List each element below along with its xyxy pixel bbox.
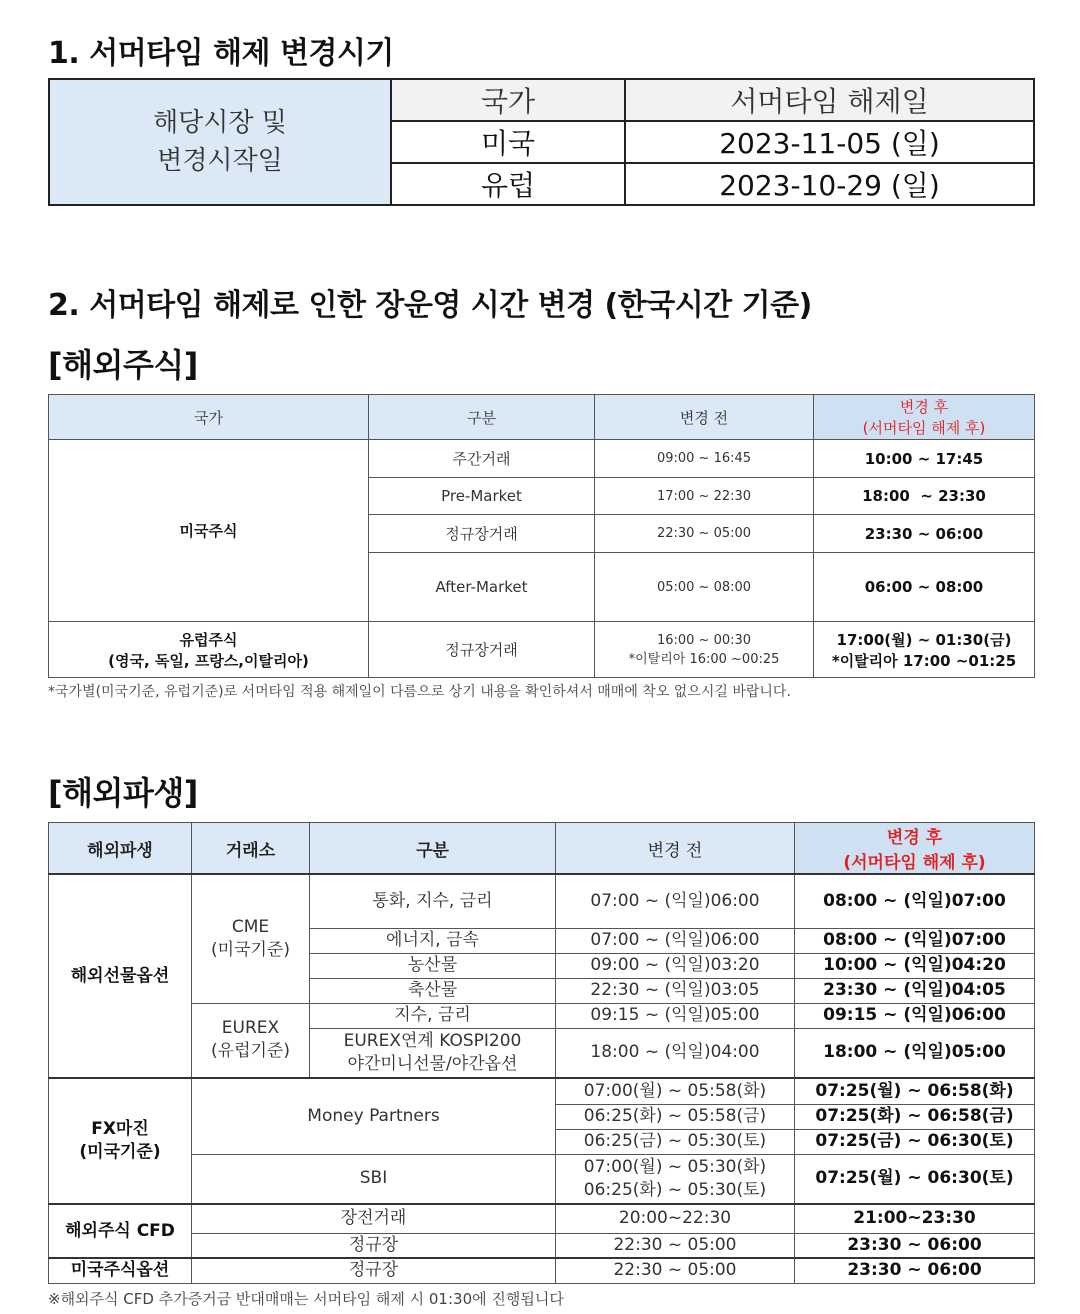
header-before: 변경 전 bbox=[595, 395, 814, 440]
after-time: 09:15 ~ (익일)06:00 bbox=[795, 1003, 1035, 1028]
product-type: 에너지, 금속 bbox=[310, 928, 556, 953]
before-time: 06:25(화) ~ 05:58(금) bbox=[556, 1104, 795, 1129]
date-cell: 2023-10-29 (일) bbox=[625, 163, 1034, 205]
before-time: 16:00 ~ 00:30 *이탈리아 16:00 ~00:25 bbox=[595, 622, 814, 678]
date-cell: 2023-11-05 (일) bbox=[625, 121, 1034, 163]
before-time: 18:00 ~ (익일)04:00 bbox=[556, 1028, 795, 1078]
before-time: 20:00~22:30 bbox=[556, 1204, 795, 1233]
before-time: 05:00 ~ 08:00 bbox=[595, 553, 814, 622]
before-time: 07:00(월) ~ 05:30(화) 06:25(화) ~ 05:30(토) bbox=[556, 1154, 795, 1204]
header-country: 국가 bbox=[49, 395, 369, 440]
header-dst-end-date: 서머타임 해제일 bbox=[625, 79, 1034, 121]
after-time: 08:00 ~ (익일)07:00 bbox=[795, 874, 1035, 928]
header-after: 변경 후 (서머타임 해제 후) bbox=[795, 823, 1035, 875]
eurex-exchange: EUREX (유럽기준) bbox=[192, 1003, 310, 1078]
header-product: 해외파생 bbox=[49, 823, 192, 875]
stocks-note: *국가별(미국기준, 유럽기준)로 서머타임 적용 해제일이 다름으로 상기 내용을 확인하셔서 매매에 착오 없으시길 바랍니다. bbox=[48, 684, 791, 700]
overseas-derivatives-table bbox=[48, 822, 1035, 1284]
before-time: 07:00(월) ~ 05:58(화) bbox=[556, 1078, 795, 1104]
before-time: 09:00 ~ 16:45 bbox=[595, 440, 814, 478]
before-time: 22:30 ~ 05:00 bbox=[556, 1233, 795, 1258]
after-time: 18:00 ~ (익일)05:00 bbox=[795, 1028, 1035, 1078]
before-time: 09:00 ~ (익일)03:20 bbox=[556, 953, 795, 978]
product-type: 장전거래 bbox=[192, 1204, 556, 1233]
futures-options-label: 해외선물옵션 bbox=[49, 874, 192, 1078]
product-type: EUREX연계 KOSPI200 야간미니선물/야간옵션 bbox=[310, 1028, 556, 1078]
before-time: 07:00 ~ (익일)06:00 bbox=[556, 928, 795, 953]
eu-stocks-label: 유럽주식 (영국, 독일, 프랑스,이탈리아) bbox=[49, 622, 369, 678]
country-cell: 유럽 bbox=[391, 163, 625, 205]
before-time: 07:00 ~ (익일)06:00 bbox=[556, 874, 795, 928]
fx-margin-label: FX마진 (미국기준) bbox=[49, 1078, 192, 1204]
derivatives-note: ※해외주식 CFD 추가증거금 반대매매는 서머타임 해제 시 01:30에 진행됩니다 bbox=[48, 1290, 564, 1308]
after-time: 21:00~23:30 bbox=[795, 1204, 1035, 1233]
market-start-label: 해당시장 및 변경시작일 bbox=[49, 79, 391, 205]
before-time: 22:30 ~ 05:00 bbox=[556, 1258, 795, 1283]
after-time: 07:25(금) ~ 06:30(토) bbox=[795, 1129, 1035, 1154]
after-time: 10:00 ~ (익일)04:20 bbox=[795, 953, 1035, 978]
product-type: 축산물 bbox=[310, 978, 556, 1003]
after-time: 07:25(월) ~ 06:58(화) bbox=[795, 1078, 1035, 1104]
header-type: 구분 bbox=[369, 395, 595, 440]
session-type: 정규장거래 bbox=[369, 622, 595, 678]
product-type: 통화, 지수, 금리 bbox=[310, 874, 556, 928]
before-time: 06:25(금) ~ 05:30(토) bbox=[556, 1129, 795, 1154]
session-type: After-Market bbox=[369, 553, 595, 622]
after-time: 17:00(월) ~ 01:30(금) *이탈리아 17:00 ~01:25 bbox=[814, 622, 1035, 678]
header-country: 국가 bbox=[391, 79, 625, 121]
before-time: 09:15 ~ (익일)05:00 bbox=[556, 1003, 795, 1028]
session-type: Pre-Market bbox=[369, 478, 595, 515]
product-type: 지수, 금리 bbox=[310, 1003, 556, 1028]
section1-title: 1. 서머타임 해제 변경시기 bbox=[48, 36, 394, 71]
before-time: 17:00 ~ 22:30 bbox=[595, 478, 814, 515]
header-before: 변경 전 bbox=[556, 823, 795, 875]
cfd-label: 해외주식 CFD bbox=[49, 1204, 192, 1258]
us-stocks-label: 미국주식 bbox=[49, 440, 369, 622]
before-time: 22:30 ~ 05:00 bbox=[595, 515, 814, 553]
section2-title: 2. 서머타임 해제로 인한 장운영 시간 변경 (한국시간 기준) bbox=[48, 288, 812, 323]
after-time: 23:30 ~ 06:00 bbox=[795, 1233, 1035, 1258]
after-time: 10:00 ~ 17:45 bbox=[814, 440, 1035, 478]
product-type: 정규장 bbox=[192, 1233, 556, 1258]
header-exchange: 거래소 bbox=[192, 823, 310, 875]
us-options-label: 미국주식옵션 bbox=[49, 1258, 192, 1283]
after-time: 06:00 ~ 08:00 bbox=[814, 553, 1035, 622]
dst-end-date-table bbox=[48, 78, 1035, 206]
country-cell: 미국 bbox=[391, 121, 625, 163]
sbi-label: SBI bbox=[192, 1154, 556, 1204]
session-type: 주간거래 bbox=[369, 440, 595, 478]
after-time: 18:00 ~ 23:30 bbox=[814, 478, 1035, 515]
after-time: 07:25(화) ~ 06:58(금) bbox=[795, 1104, 1035, 1129]
product-type: 농산물 bbox=[310, 953, 556, 978]
session-type: 정규장거래 bbox=[369, 515, 595, 553]
derivatives-title: [해외파생] bbox=[48, 774, 198, 812]
after-time: 07:25(월) ~ 06:30(토) bbox=[795, 1154, 1035, 1204]
after-time: 08:00 ~ (익일)07:00 bbox=[795, 928, 1035, 953]
after-time: 23:30 ~ 06:00 bbox=[814, 515, 1035, 553]
product-type: 정규장 bbox=[192, 1258, 556, 1283]
money-partners-label: Money Partners bbox=[192, 1078, 556, 1154]
after-time: 23:30 ~ 06:00 bbox=[795, 1258, 1035, 1283]
after-time: 23:30 ~ (익일)04:05 bbox=[795, 978, 1035, 1003]
cme-exchange: CME (미국기준) bbox=[192, 874, 310, 1003]
header-after: 변경 후 (서머타임 해제 후) bbox=[814, 395, 1035, 440]
before-time: 22:30 ~ (익일)03:05 bbox=[556, 978, 795, 1003]
header-type: 구분 bbox=[310, 823, 556, 875]
stocks-title: [해외주식] bbox=[48, 346, 198, 384]
overseas-stocks-table bbox=[48, 394, 1035, 678]
